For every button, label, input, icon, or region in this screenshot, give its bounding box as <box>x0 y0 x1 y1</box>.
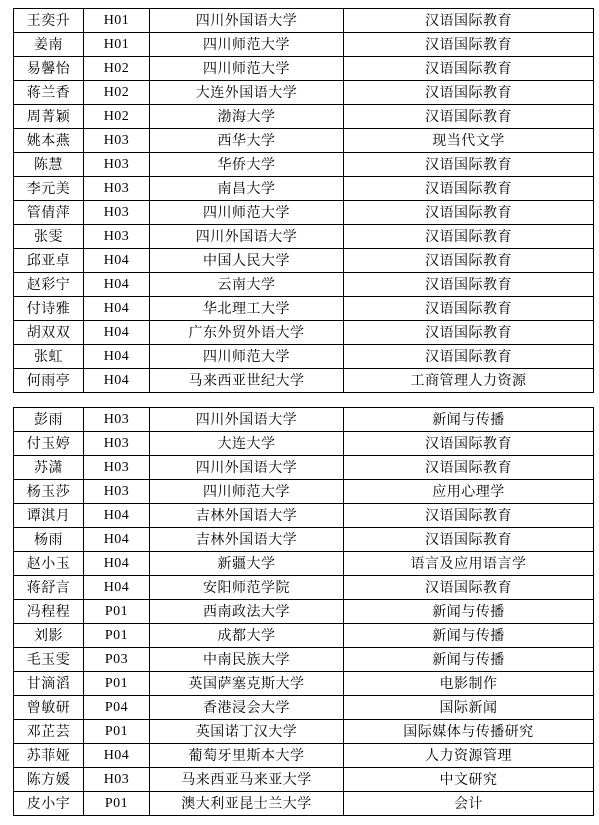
major-cell: 汉语国际教育 <box>344 345 594 369</box>
school-cell: 香港浸会大学 <box>150 696 344 720</box>
admission-table-2 <box>13 407 594 816</box>
program-code-cell: P01 <box>84 624 150 648</box>
student-name-cell: 蒋兰香 <box>14 81 84 105</box>
major-cell: 会计 <box>344 792 594 816</box>
program-code-cell: H04 <box>84 273 150 297</box>
school-cell: 成都大学 <box>150 624 344 648</box>
program-code-cell: H04 <box>84 504 150 528</box>
table-row <box>14 480 594 504</box>
school-cell: 吉林外国语大学 <box>150 528 344 552</box>
table-row <box>14 105 594 129</box>
table-row <box>14 696 594 720</box>
table-row <box>14 321 594 345</box>
school-cell: 四川外国语大学 <box>150 408 344 432</box>
school-cell: 新疆大学 <box>150 552 344 576</box>
student-name-cell: 苏菲娅 <box>14 744 84 768</box>
major-cell: 新闻与传播 <box>344 624 594 648</box>
table-row <box>14 345 594 369</box>
student-name-cell: 陈方媛 <box>14 768 84 792</box>
table-row <box>14 201 594 225</box>
student-name-cell: 管倩萍 <box>14 201 84 225</box>
major-cell: 新闻与传播 <box>344 648 594 672</box>
major-cell: 汉语国际教育 <box>344 456 594 480</box>
major-cell: 汉语国际教育 <box>344 81 594 105</box>
table-2-body <box>14 408 594 816</box>
program-code-cell: H03 <box>84 456 150 480</box>
major-cell: 工商管理人力资源 <box>344 369 594 393</box>
student-name-cell: 周菁颖 <box>14 105 84 129</box>
student-name-cell: 彭雨 <box>14 408 84 432</box>
student-name-cell: 蒋舒言 <box>14 576 84 600</box>
major-cell: 汉语国际教育 <box>344 432 594 456</box>
program-code-cell: P04 <box>84 696 150 720</box>
school-cell: 南昌大学 <box>150 177 344 201</box>
table-row <box>14 432 594 456</box>
program-code-cell: H04 <box>84 249 150 273</box>
school-cell: 葡萄牙里斯本大学 <box>150 744 344 768</box>
major-cell: 国际媒体与传播研究 <box>344 720 594 744</box>
school-cell: 马来西亚世纪大学 <box>150 369 344 393</box>
major-cell: 汉语国际教育 <box>344 249 594 273</box>
student-name-cell: 皮小宇 <box>14 792 84 816</box>
school-cell: 马来西亚马来亚大学 <box>150 768 344 792</box>
table-row <box>14 33 594 57</box>
table-row <box>14 456 594 480</box>
table-row <box>14 273 594 297</box>
program-code-cell: H03 <box>84 480 150 504</box>
table-row <box>14 369 594 393</box>
school-cell: 四川外国语大学 <box>150 9 344 33</box>
table-row <box>14 249 594 273</box>
table-row <box>14 297 594 321</box>
program-code-cell: H04 <box>84 552 150 576</box>
major-cell: 国际新闻 <box>344 696 594 720</box>
table-row <box>14 129 594 153</box>
school-cell: 四川外国语大学 <box>150 456 344 480</box>
student-name-cell: 易馨怡 <box>14 57 84 81</box>
school-cell: 澳大利亚昆士兰大学 <box>150 792 344 816</box>
table-row <box>14 768 594 792</box>
student-name-cell: 谭淇月 <box>14 504 84 528</box>
table-row <box>14 672 594 696</box>
student-name-cell: 张雯 <box>14 225 84 249</box>
student-name-cell: 苏潇 <box>14 456 84 480</box>
student-name-cell: 王奕升 <box>14 9 84 33</box>
table-row <box>14 744 594 768</box>
table-row <box>14 720 594 744</box>
student-name-cell: 陈慧 <box>14 153 84 177</box>
school-cell: 中南民族大学 <box>150 648 344 672</box>
major-cell: 汉语国际教育 <box>344 225 594 249</box>
major-cell: 汉语国际教育 <box>344 105 594 129</box>
table-row <box>14 576 594 600</box>
table-row <box>14 177 594 201</box>
program-code-cell: H03 <box>84 408 150 432</box>
school-cell: 四川师范大学 <box>150 480 344 504</box>
school-cell: 四川师范大学 <box>150 57 344 81</box>
school-cell: 大连外国语大学 <box>150 81 344 105</box>
major-cell: 汉语国际教育 <box>344 528 594 552</box>
major-cell: 汉语国际教育 <box>344 504 594 528</box>
school-cell: 安阳师范学院 <box>150 576 344 600</box>
program-code-cell: H04 <box>84 297 150 321</box>
table-row <box>14 528 594 552</box>
major-cell: 现当代文学 <box>344 129 594 153</box>
major-cell: 汉语国际教育 <box>344 201 594 225</box>
program-code-cell: H04 <box>84 528 150 552</box>
table-row <box>14 504 594 528</box>
table-row <box>14 9 594 33</box>
table-row <box>14 624 594 648</box>
program-code-cell: H03 <box>84 129 150 153</box>
program-code-cell: P03 <box>84 648 150 672</box>
program-code-cell: H04 <box>84 744 150 768</box>
major-cell: 新闻与传播 <box>344 408 594 432</box>
student-name-cell: 甘滴滔 <box>14 672 84 696</box>
major-cell: 汉语国际教育 <box>344 576 594 600</box>
school-cell: 西南政法大学 <box>150 600 344 624</box>
program-code-cell: P01 <box>84 600 150 624</box>
major-cell: 汉语国际教育 <box>344 9 594 33</box>
major-cell: 汉语国际教育 <box>344 321 594 345</box>
student-name-cell: 毛玉雯 <box>14 648 84 672</box>
student-name-cell: 刘影 <box>14 624 84 648</box>
major-cell: 汉语国际教育 <box>344 297 594 321</box>
student-name-cell: 赵小玉 <box>14 552 84 576</box>
program-code-cell: H03 <box>84 177 150 201</box>
program-code-cell: H02 <box>84 105 150 129</box>
major-cell: 电影制作 <box>344 672 594 696</box>
table-row <box>14 408 594 432</box>
student-name-cell: 胡双双 <box>14 321 84 345</box>
school-cell: 中国人民大学 <box>150 249 344 273</box>
program-code-cell: H04 <box>84 369 150 393</box>
table-row <box>14 81 594 105</box>
major-cell: 新闻与传播 <box>344 600 594 624</box>
table-row <box>14 792 594 816</box>
program-code-cell: H03 <box>84 153 150 177</box>
student-name-cell: 邓芷芸 <box>14 720 84 744</box>
school-cell: 云南大学 <box>150 273 344 297</box>
admission-table-1 <box>13 8 594 393</box>
major-cell: 汉语国际教育 <box>344 177 594 201</box>
program-code-cell: H03 <box>84 225 150 249</box>
student-name-cell: 杨雨 <box>14 528 84 552</box>
student-name-cell: 冯程程 <box>14 600 84 624</box>
table-row <box>14 225 594 249</box>
student-name-cell: 赵彩宁 <box>14 273 84 297</box>
program-code-cell: H03 <box>84 768 150 792</box>
program-code-cell: H03 <box>84 201 150 225</box>
school-cell: 吉林外国语大学 <box>150 504 344 528</box>
school-cell: 大连大学 <box>150 432 344 456</box>
student-name-cell: 姚本燕 <box>14 129 84 153</box>
student-name-cell: 姜南 <box>14 33 84 57</box>
program-code-cell: H04 <box>84 345 150 369</box>
table-1-body <box>14 9 594 393</box>
school-cell: 英国诺丁汉大学 <box>150 720 344 744</box>
program-code-cell: P01 <box>84 672 150 696</box>
table-row <box>14 648 594 672</box>
student-name-cell: 付诗雅 <box>14 297 84 321</box>
table-row <box>14 600 594 624</box>
school-cell: 四川师范大学 <box>150 33 344 57</box>
program-code-cell: H02 <box>84 57 150 81</box>
program-code-cell: H01 <box>84 9 150 33</box>
major-cell: 汉语国际教育 <box>344 57 594 81</box>
major-cell: 汉语国际教育 <box>344 153 594 177</box>
program-code-cell: H04 <box>84 321 150 345</box>
student-name-cell: 付玉婷 <box>14 432 84 456</box>
school-cell: 四川师范大学 <box>150 201 344 225</box>
program-code-cell: H03 <box>84 432 150 456</box>
student-name-cell: 张虹 <box>14 345 84 369</box>
school-cell: 四川师范大学 <box>150 345 344 369</box>
program-code-cell: H02 <box>84 81 150 105</box>
school-cell: 渤海大学 <box>150 105 344 129</box>
major-cell: 汉语国际教育 <box>344 33 594 57</box>
school-cell: 华侨大学 <box>150 153 344 177</box>
major-cell: 语言及应用语言学 <box>344 552 594 576</box>
school-cell: 华北理工大学 <box>150 297 344 321</box>
major-cell: 应用心理学 <box>344 480 594 504</box>
table-row <box>14 57 594 81</box>
student-name-cell: 杨玉莎 <box>14 480 84 504</box>
program-code-cell: H04 <box>84 576 150 600</box>
school-cell: 四川外国语大学 <box>150 225 344 249</box>
program-code-cell: P01 <box>84 792 150 816</box>
major-cell: 汉语国际教育 <box>344 273 594 297</box>
program-code-cell: H01 <box>84 33 150 57</box>
major-cell: 中文研究 <box>344 768 594 792</box>
student-name-cell: 邱亚卓 <box>14 249 84 273</box>
school-cell: 英国萨塞克斯大学 <box>150 672 344 696</box>
program-code-cell: P01 <box>84 720 150 744</box>
school-cell: 西华大学 <box>150 129 344 153</box>
student-name-cell: 曾敏研 <box>14 696 84 720</box>
table-row <box>14 153 594 177</box>
student-name-cell: 何雨亭 <box>14 369 84 393</box>
major-cell: 人力资源管理 <box>344 744 594 768</box>
school-cell: 广东外贸外语大学 <box>150 321 344 345</box>
table-row <box>14 552 594 576</box>
student-name-cell: 李元美 <box>14 177 84 201</box>
